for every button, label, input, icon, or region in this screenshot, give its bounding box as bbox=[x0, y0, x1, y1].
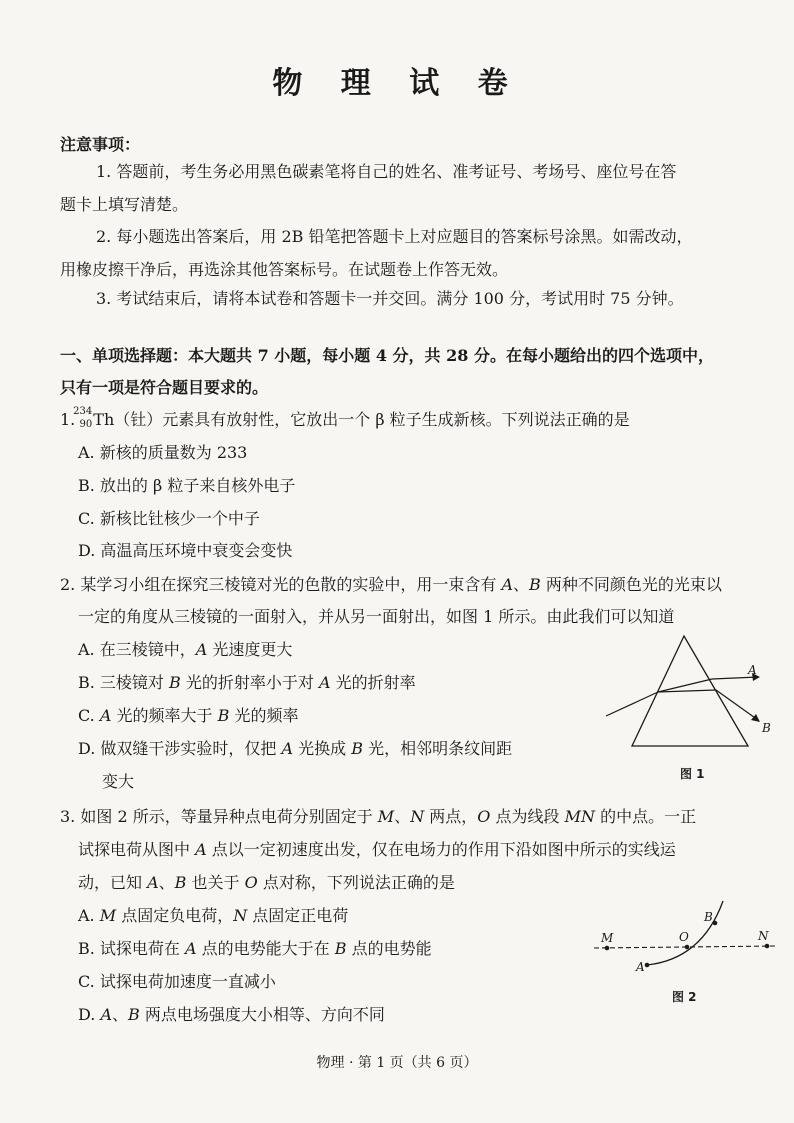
q1-nuclide bbox=[73, 406, 93, 431]
q2-b-text-2: 光的折射率小于对 bbox=[180, 673, 319, 692]
q3-a-var-n: N bbox=[233, 906, 248, 925]
q3-d-text-2: 两点电场强度大小相等、方向不同 bbox=[139, 1005, 385, 1024]
q2-stem-text-1: 2. 某学习小组在探究三棱镜对光的色散的实验中，用一束含有 bbox=[60, 575, 502, 594]
q3-a-text-2: 点固定负电荷， bbox=[116, 906, 234, 925]
q3-stem-text-2: 、 bbox=[394, 807, 411, 826]
q3-stem-text-5: 的中点。一正 bbox=[595, 807, 697, 826]
q2-option-a bbox=[78, 639, 292, 661]
figure-1-label-a: A bbox=[748, 663, 757, 677]
figure-1-caption: 图 1 bbox=[680, 767, 705, 781]
q3-line3-text-4: 点对称，下列说法正确的是 bbox=[257, 873, 455, 892]
q2-b-text-1: B. 三棱镜对 bbox=[78, 673, 170, 692]
q1-number: 1. bbox=[60, 410, 76, 429]
q3-option-c: C. 试探电荷加速度一直减小 bbox=[78, 972, 276, 991]
point-b bbox=[713, 921, 718, 926]
q2-stem-var-a: A bbox=[501, 575, 514, 594]
q3-line3-var-b: B bbox=[174, 873, 187, 892]
page-footer: 物理 · 第 1 页（共 6 页） bbox=[316, 1055, 478, 1071]
q3-line3-var-a: A bbox=[147, 873, 159, 892]
q1-stem-text: （钍）元素具有放射性，它放出一个 β 粒子生成新核。下列说法正确的是 bbox=[114, 410, 630, 429]
q3-stem-var-mn: MN bbox=[564, 807, 595, 826]
q2-stem-line-1 bbox=[60, 574, 722, 596]
ray-a-outside bbox=[712, 677, 758, 679]
q1-option-d: D. 高温高压环境中衰变会变快 bbox=[78, 541, 293, 560]
point-m bbox=[605, 946, 610, 951]
q3-b-text-3: 点的电势能 bbox=[346, 939, 432, 958]
q2-a-text-2: 光速度更大 bbox=[207, 640, 293, 659]
point-o bbox=[685, 945, 690, 950]
q3-line3-text-3: 也关于 bbox=[186, 873, 245, 892]
q2-stem-text-2: 、 bbox=[513, 575, 530, 594]
notice-item-1-line-1: 1. 答题前，考生务必用黑色碳素笔将自己的姓名、准考证号、考场号、座位号在答 bbox=[96, 162, 677, 181]
q2-stem-text-3: 两种不同颜色光的光束以 bbox=[540, 575, 722, 594]
notice-item-2-line-1: 2. 每小题选出答案后，用 2B 铅笔把答题卡上对应题目的答案标号涂黑。如需改动， bbox=[96, 227, 693, 246]
notice-heading: 注意事项： bbox=[60, 135, 141, 154]
q3-option-b bbox=[78, 938, 432, 960]
q2-b-text-3: 光的折射率 bbox=[330, 673, 416, 692]
q1-stem bbox=[60, 406, 630, 431]
notice-item-3-line-1: 3. 考试结束后，请将本试卷和答题卡一并交回。满分 100 分，考试用时 75 分钟。 bbox=[96, 289, 684, 308]
q2-a-text-1: A. 在三棱镜中， bbox=[78, 640, 196, 659]
q3-line3-var-o: O bbox=[244, 873, 258, 892]
q2-d-var-a: A bbox=[281, 739, 294, 758]
q3-stem-var-n: N bbox=[410, 807, 425, 826]
figure-1-prism bbox=[600, 630, 780, 760]
figure-2-label-o: O bbox=[679, 930, 689, 944]
q2-stem-line-2: 一定的角度从三棱镜的一面射入，并从另一面射出，如图 1 所示。由此我们可以知道 bbox=[78, 607, 675, 626]
q2-d-text-3: 光，相邻明条纹间距 bbox=[363, 739, 513, 758]
section1-line-1: 一、单项选择题：本大题共 7 小题，每小题 4 分，共 28 分。在每小题给出的四个选项中， bbox=[60, 346, 714, 365]
section1-line-2: 只有一项是符合题目要求的。 bbox=[60, 378, 269, 397]
q2-c-text-3: 光的频率 bbox=[229, 706, 299, 725]
q2-c-var-b: B bbox=[217, 706, 230, 725]
q2-option-b bbox=[78, 672, 416, 694]
q3-stem-var-o: O bbox=[477, 807, 491, 826]
q3-line2-var-a: A bbox=[195, 840, 207, 859]
q2-option-d bbox=[78, 738, 512, 760]
q3-a-text-1: A. bbox=[78, 906, 100, 925]
q3-stem-text-3: 两点， bbox=[424, 807, 478, 826]
q3-line3-text-2: 、 bbox=[158, 873, 175, 892]
q1-option-b: B. 放出的 β 粒子来自核外电子 bbox=[78, 476, 296, 495]
q2-d-text-2: 光换成 bbox=[293, 739, 352, 758]
figure-1-label-b: B bbox=[762, 721, 771, 735]
q2-b-var-a: A bbox=[318, 673, 331, 692]
q1-option-c: C. 新核比钍核少一个中子 bbox=[78, 509, 260, 528]
ray-b-outside bbox=[716, 690, 758, 720]
q2-a-var-a: A bbox=[195, 640, 208, 659]
q1-mass-number: 234 bbox=[73, 406, 93, 417]
q2-c-text-1: C. bbox=[78, 706, 100, 725]
q3-d-text-1: 、 bbox=[112, 1005, 129, 1024]
q1-symbol: Th bbox=[93, 410, 115, 429]
figure-2-caption: 图 2 bbox=[672, 990, 697, 1004]
q3-stem-text-1: 3. 如图 2 所示，等量异种点电荷分别固定于 bbox=[60, 807, 378, 826]
q3-a-text-3: 点固定正电荷 bbox=[247, 906, 349, 925]
q3-d-var-a: A bbox=[100, 1005, 112, 1024]
page-title: 物 理 试 卷 bbox=[272, 66, 522, 101]
q2-d-text-1: D. 做双缝干涉实验时，仅把 bbox=[78, 739, 282, 758]
q2-stem-var-b: B bbox=[529, 575, 541, 594]
arrow-b-icon bbox=[751, 714, 760, 722]
q3-option-d bbox=[78, 1004, 385, 1026]
q1-option-a: A. 新核的质量数为 233 bbox=[78, 443, 248, 462]
q2-option-c bbox=[78, 705, 298, 727]
q3-option-a bbox=[78, 905, 348, 927]
q3-b-var-b: B bbox=[334, 939, 347, 958]
q3-a-var-m: M bbox=[99, 906, 117, 925]
q3-b-text-2: 点的电势能大于在 bbox=[196, 939, 335, 958]
q3-line3-text-1: 动，已知 bbox=[78, 873, 148, 892]
q3-stem-text-4: 点为线段 bbox=[490, 807, 565, 826]
q3-b-var-a: A bbox=[185, 939, 197, 958]
q2-option-d-line-2: 变大 bbox=[102, 772, 135, 791]
q2-c-text-2: 光的频率大于 bbox=[111, 706, 218, 725]
q3-stem-line-3 bbox=[78, 872, 455, 894]
q3-line2-text-2: 点以一定初速度出发，仅在电场力的作用下沿如图中所示的实线运 bbox=[206, 840, 676, 859]
figure-2-label-b: B bbox=[704, 910, 713, 924]
q3-stem-line-1 bbox=[60, 806, 696, 828]
q3-b-text-1: B. 试探电荷在 bbox=[78, 939, 186, 958]
figure-2-charges bbox=[590, 895, 780, 985]
q2-c-var-a: A bbox=[99, 706, 112, 725]
notice-item-2-line-2: 用橡皮擦干净后，再选涂其他答案标号。在试题卷上作答无效。 bbox=[60, 260, 509, 279]
q3-d-prefix: D. bbox=[78, 1005, 101, 1024]
q2-b-var-b: B bbox=[169, 673, 181, 692]
q3-d-var-b: B bbox=[128, 1005, 140, 1024]
q3-line2-text-1: 试探电荷从图中 bbox=[78, 840, 196, 859]
point-n bbox=[765, 944, 770, 949]
figure-2-label-a: A bbox=[636, 960, 645, 974]
q1-atomic-number: 90 bbox=[79, 419, 93, 430]
q2-d-var-b: B bbox=[351, 739, 364, 758]
notice-item-1-line-2: 题卡上填写清楚。 bbox=[60, 195, 189, 214]
q3-stem-line-2 bbox=[78, 839, 676, 861]
figure-2-label-m: M bbox=[601, 931, 614, 945]
point-a bbox=[645, 963, 650, 968]
figure-2-label-n: N bbox=[758, 929, 769, 943]
incident-ray bbox=[606, 692, 658, 716]
q3-stem-var-m: M bbox=[377, 807, 395, 826]
